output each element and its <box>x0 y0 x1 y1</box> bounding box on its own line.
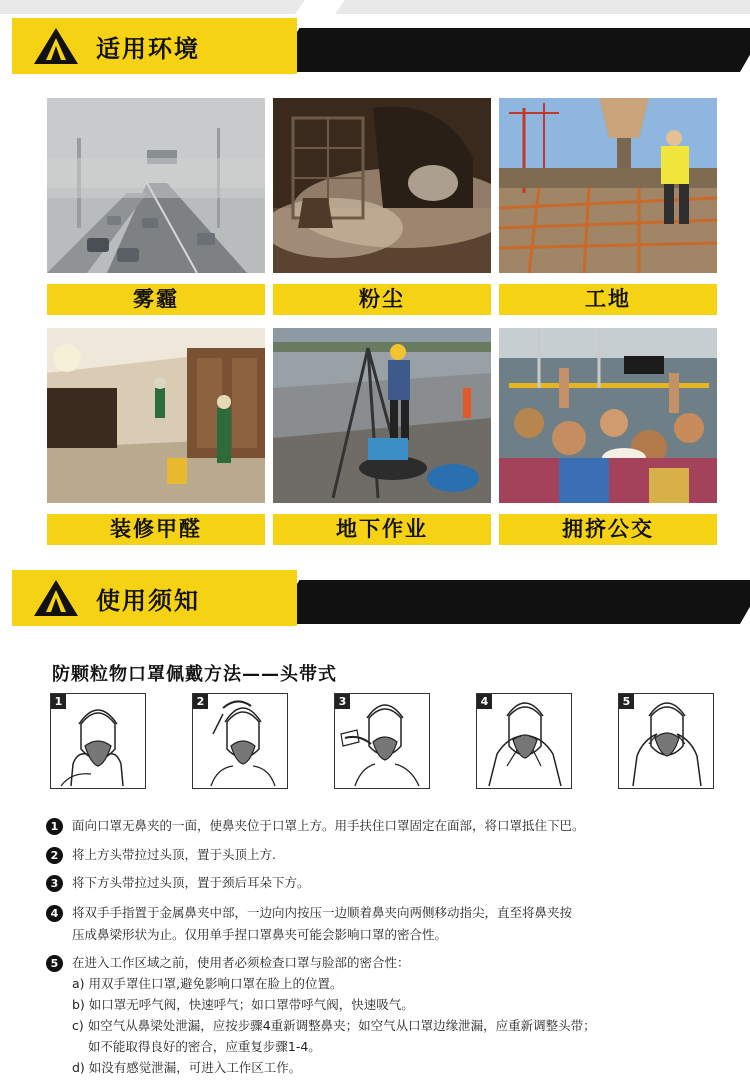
step-illustration-3 <box>334 693 430 789</box>
fit-check-item-a: a) 用双手罩住口罩,避免影响口罩在脸上的位置。 <box>72 976 343 991</box>
triangle-logo-icon <box>32 26 80 66</box>
env-label-underground: 地下作业 <box>273 514 491 545</box>
env-label-dust: 粉尘 <box>273 284 491 315</box>
top-strip <box>0 0 750 14</box>
instruction-text: 将双手手指置于金属鼻夹中部，一边向内按压一边顺着鼻夹向两侧移动指尖，直至将鼻夹按 <box>72 905 573 920</box>
triangle-logo-icon <box>32 578 80 618</box>
step-illustration-1 <box>50 693 146 789</box>
step-bullet: 3 <box>46 875 63 892</box>
method-title: 防颗粒物口罩佩戴方法——头带式 <box>52 664 337 685</box>
usage-section-banner <box>12 570 740 626</box>
crowded-bus-photo <box>499 328 717 503</box>
step-number: 2 <box>193 694 208 709</box>
env-label-renovation: 装修甲醛 <box>47 514 265 545</box>
step-illustrations <box>45 693 715 793</box>
construction-site-photo <box>499 98 717 273</box>
underground-work-photo <box>273 328 491 503</box>
step-illustration-2 <box>192 693 288 789</box>
banner-black-band <box>274 580 750 624</box>
step-number: 1 <box>51 694 66 709</box>
fit-check-item-c-cont: 如不能取得良好的密合，应重复步骤1-4。 <box>72 1039 321 1054</box>
env-label-smog: 雾霾 <box>47 284 265 315</box>
env-label-construction: 工地 <box>499 284 717 315</box>
step-bullet: 4 <box>46 905 63 922</box>
step-bullet: 1 <box>46 818 63 835</box>
dust-factory-photo <box>273 98 491 273</box>
fit-check-item-b: b) 如口罩无呼气阀，快速呼气；如口罩带呼气阀，快速吸气。 <box>72 997 414 1012</box>
instruction-text: 将上方头带拉过头顶，置于头顶上方. <box>72 847 276 862</box>
renovation-interior-photo <box>47 328 265 503</box>
step-illustration-5 <box>618 693 714 789</box>
step-illustration-4 <box>476 693 572 789</box>
step-bullet: 2 <box>46 847 63 864</box>
env-section-title: 适用环境 <box>96 35 200 63</box>
smog-highway-photo <box>47 98 265 273</box>
usage-section-title: 使用须知 <box>96 587 200 615</box>
step-number: 3 <box>335 694 350 709</box>
step-number: 4 <box>477 694 492 709</box>
fit-check-item-c: c) 如空气从鼻梁处泄漏，应按步骤4重新调整鼻夹；如空气从口罩边缘泄漏，应重新调整头带； <box>72 1018 596 1033</box>
env-section-banner <box>12 18 740 74</box>
banner-black-band <box>274 28 750 72</box>
step-number: 5 <box>619 694 634 709</box>
instruction-text: 在进入工作区域之前，使用者必须检查口罩与脸部的密合性： <box>72 955 410 970</box>
fit-check-item-d: d) 如没有感觉泄漏，可进入工作区工作。 <box>72 1060 302 1075</box>
env-label-bus: 拥挤公交 <box>499 514 717 545</box>
instruction-text: 面向口罩无鼻夹的一面，使鼻夹位于口罩上方。用手扶住口罩固定在面部，将口罩抵住下巴。 <box>72 818 585 833</box>
instruction-text: 压成鼻梁形状为止。仅用单手捏口罩鼻夹可能会影响口罩的密合性。 <box>72 927 448 942</box>
instruction-text: 将下方头带拉过头顶，置于颈后耳朵下方。 <box>72 875 310 890</box>
step-bullet: 5 <box>46 955 63 972</box>
